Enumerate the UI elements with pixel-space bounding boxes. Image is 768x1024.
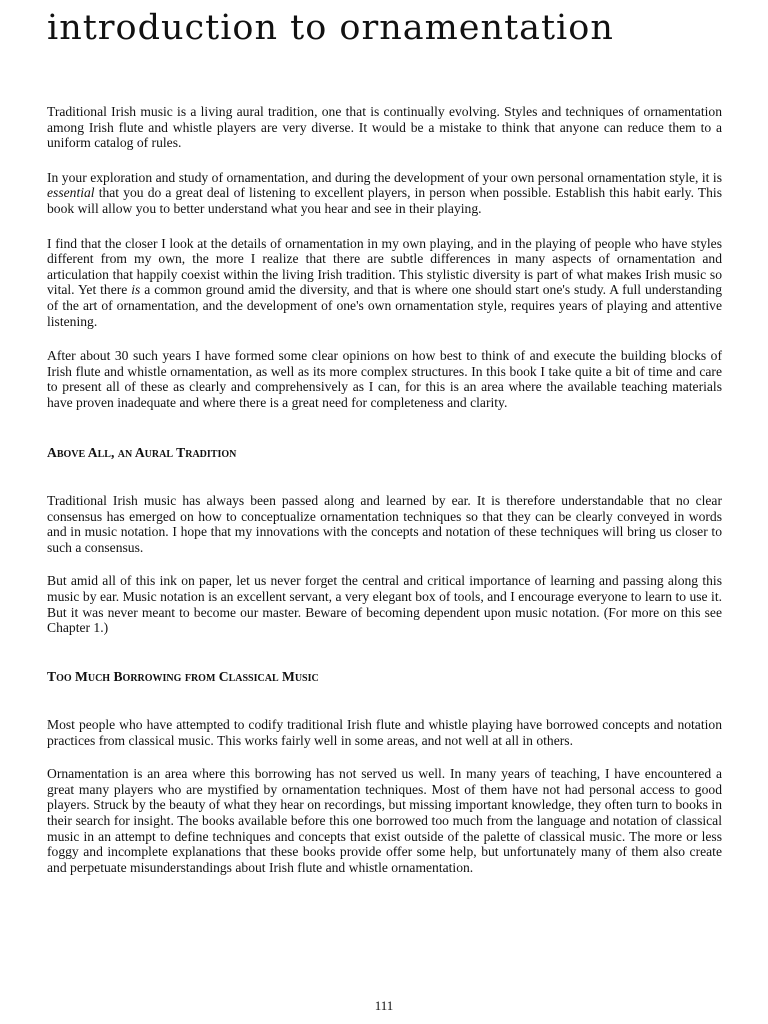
section2-paragraph-1: Most people who have attempted to codify traditional Irish flute and whistle playing have borrowed concepts and notation practices from classical music. This works fairly well in some areas, and not well at all in others. [47, 717, 722, 748]
section2-paragraph-2: Ornamentation is an area where this borrowing has not served us well. In many years of teaching, I have encountered a great many players who are mystified by ornamentation techniques. Most of them have not had personal access to good players. Struck by the beauty of what they hear on recordings, but missing important knowledge, they often turn to books in their search for insight. The books available before this one borrowed too much from the language and notation of classical music in an attempt to define techniques and concepts that exist outside of the palette of classical music. The more or less foggy and incomplete explanations that these books provide offer some help, but unfortunately many of them also create and perpetuate misunderstandings about Irish flute and whistle ornamentation. [47, 766, 722, 875]
page-title: introduction to ornamentation [47, 8, 614, 48]
intro-paragraph-3 [47, 236, 722, 330]
section-heading-aural-tradition: Above All, an Aural Tradition [47, 445, 237, 460]
intro-paragraph-4: After about 30 such years I have formed some clear opinions on how best to think of and execute the building blocks of Irish flute and whistle ornamentation, as well as its more complex structures. In this book I take quite a bit of time and care to present all of these as clearly and comprehensively as I can, for this is an area where the available teaching materials have proven inadequate and where there is a great need for completeness and clarity. [47, 348, 722, 410]
section-classical-borrowing [47, 717, 722, 893]
intro-p2-text-before: In your exploration and study of ornamentation, and during the development of your own personal ornamentation style, it is [47, 169, 722, 185]
intro-p3-text-after: a common ground amid the diversity, and that is where one should start one's study. A full understanding of the art of ornamentation, and the development of one's own ornamentation style, requires years of playing and attentive listening. [47, 282, 722, 329]
intro-p3-emphasis: is [131, 282, 141, 298]
intro-p3-text-before: I find that the closer I look at the details of ornamentation in my own playing, and in the playing of people who have styles different from my own, the more I realize that there are subtle differences in many aspects of ornamentation and articulation that happily coexist within the living Irish tradition. This stylistic diversity is part of what makes Irish music so vital. Yet there [47, 235, 722, 298]
section-heading-classical-borrowing: Too Much Borrowing from Classical Music [47, 669, 319, 684]
page-number: 111 [374, 998, 394, 1013]
intro-paragraph-1: Traditional Irish music is a living aural tradition, one that is continually evolving. Styles and techniques of ornamentation among Irish flute and whistle players are very diverse. It would be a mistake to think that anyone can reduce them to a uniform catalog of rules. [47, 104, 722, 151]
section1-paragraph-1: Traditional Irish music has always been passed along and learned by ear. It is therefore understandable that no clear consensus has emerged on how to conceptualize ornamentation techniques so that they can be clearly conveyed in words and in music notation. I hope that my innovations with the concepts and notation of these techniques will bring us closer to such a consensus. [47, 493, 722, 555]
intro-section [47, 104, 722, 411]
intro-p2-emphasis: essential [47, 185, 95, 201]
intro-paragraph-2 [47, 170, 722, 217]
section-aural-tradition [47, 493, 722, 654]
intro-p2-text-after: that you do a great deal of listening to excellent players, in person when possible. Establish this habit early. This book will allow you to better understand what you hear and see in their playing. [47, 185, 722, 216]
section1-paragraph-2: But amid all of this ink on paper, let us never forget the central and critical importance of learning and passing along this music by ear. Music notation is an excellent servant, a very elegant box of tools, and I encourage everyone to learn to use it. But it was never meant to become our master. Beware of becoming dependent upon music notation. (For more on this see Chapter 1.) [47, 573, 722, 636]
